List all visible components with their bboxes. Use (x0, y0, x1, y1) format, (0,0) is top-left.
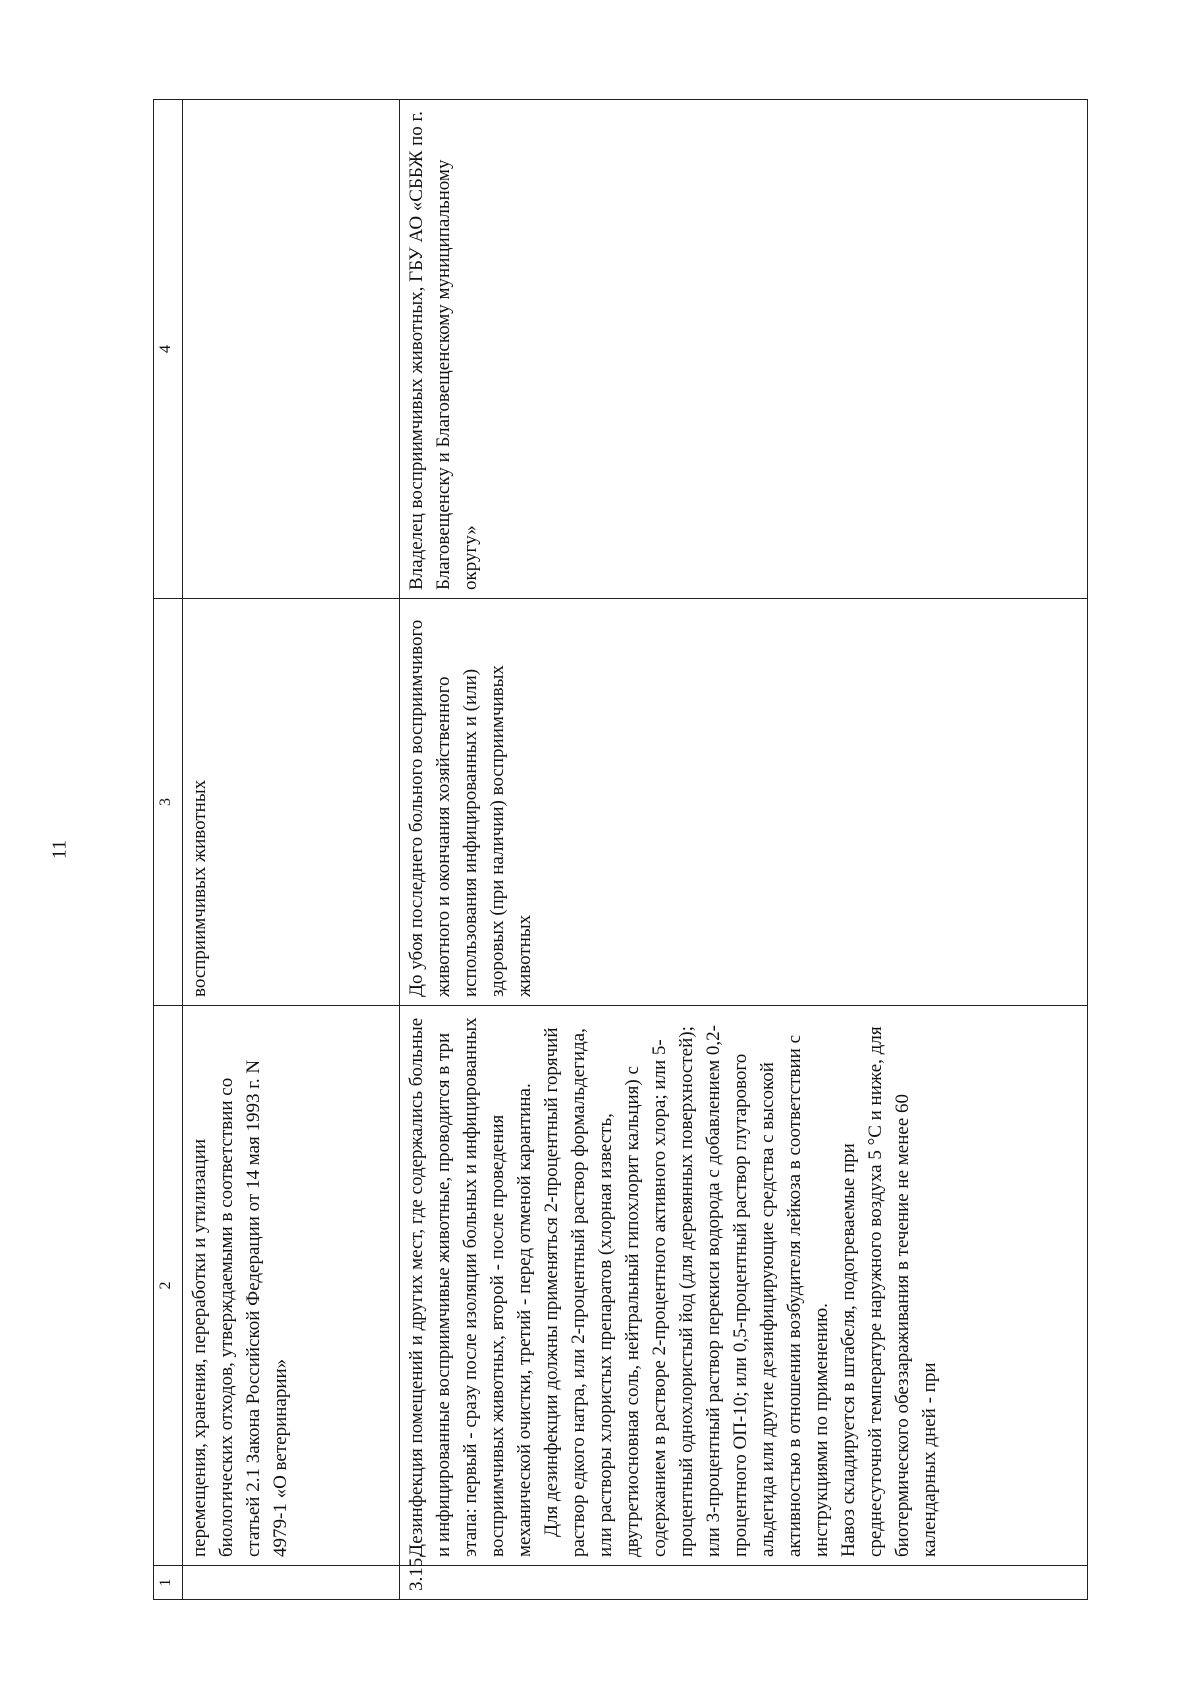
measure-paragraph: Дезинфекция помещений и других мест, где содержались больные и инфицированные восприимчивые животные, проводится в три этапа: первый - сразу после изоляции больных и инфицированных восприимчивых животных, второй - после проведения механической очистки, третий - перед отменой карантина. (406, 1017, 535, 1557)
term-cell: восприимчивых животных (183, 599, 400, 1006)
measure-paragraph: перемещения, хранения, переработки и утилизации биологических отходов, утверждаемыми в соответствии со статьей 2.1 Закона Российской Федерации от 14 мая 1993 г. N 4979-1 «О ветеринарии» (189, 1059, 291, 1557)
document-table-rotated (153, 100, 1088, 1600)
term-cell: До убоя последнего больного восприимчивого животного и окончания хозяйственного использования инфицированных и (или) здоровых (при наличии) восприимчивых животных (400, 599, 1088, 1006)
row-number-cell: 3.15. (400, 1566, 1088, 1600)
column-number: 1 (154, 1566, 183, 1600)
row-number-cell (183, 1566, 400, 1600)
measure-paragraph: Для дезинфекции должны применяться 2-процентный горячий раствор едкого натра, или 2-процентный раствор формальдегида, или растворы хлористых препаратов (хлорная известь, двутретиосновная соль, нейтральный гипохлорит кальция) с содержанием в растворе 2-процентного активного хлора; или 5-процентный однохлористый йод (для деревянных поверхностей); или 3-процентный раствор перекиси водорода с добавлением 0,2-процентного ОП-10; или 0,5-процентный раствор глутарового альдегида или другие дезинфицирующие средства с высокой активностью в отношении возбудителя лейкоза в соответствии с инструкциями по применению. (541, 1025, 832, 1557)
table-row (400, 100, 1088, 1600)
column-number: 3 (154, 599, 183, 1006)
responsible-cell (183, 100, 400, 599)
column-number: 2 (154, 1006, 183, 1566)
measure-cell (183, 1006, 400, 1566)
measure-paragraph: Навоз складируется в штабеля, подогреваемые при среднесуточной температуре наружного воздуха 5 °С и ниже, для биотермического обеззараживания в течение не менее 60 календарных дней - при (838, 1026, 940, 1557)
measure-cell (400, 1006, 1088, 1566)
measures-table (153, 99, 1088, 1600)
page-number: 11 (48, 839, 71, 860)
column-number-row (154, 100, 183, 1600)
table-row (183, 100, 400, 1600)
responsible-cell: Владелец восприимчивых животных, ГБУ АО «СББЖ по г. Благовещенску и Благовещенскому муниципальному округу» (400, 100, 1088, 599)
column-number: 4 (154, 100, 183, 599)
